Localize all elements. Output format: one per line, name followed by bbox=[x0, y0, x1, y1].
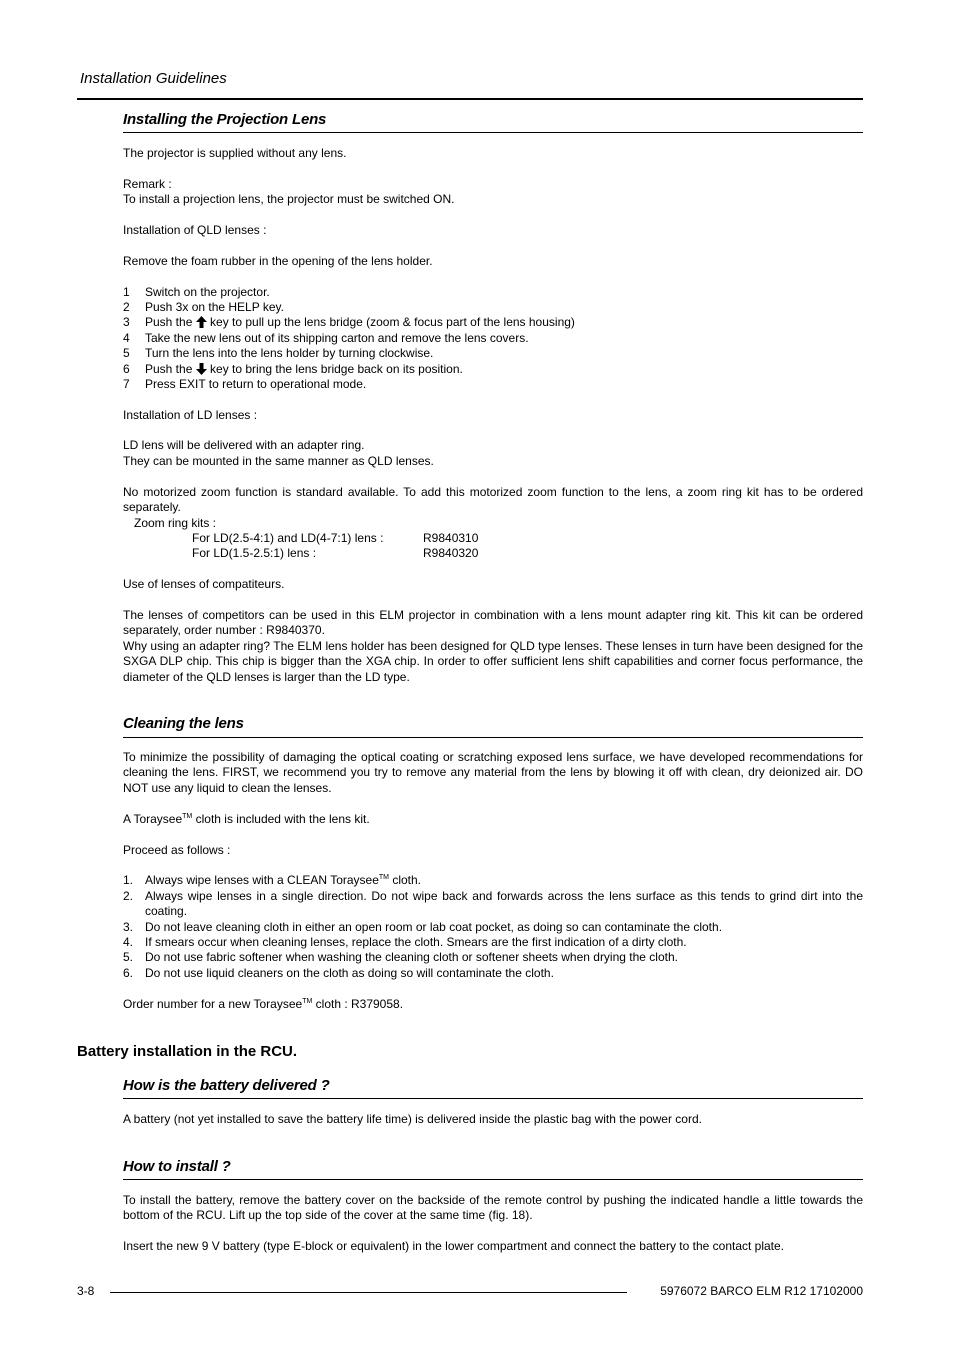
cleaning-intro: To minimize the possibility of damaging the optical coating or scratching exposed lens surface, we have developed recommendations for cleaning the lens. FIRST, we recommend you try to remove any material from the lens by blowing it off with clean, dry deionized air. DO NOT use any liquid to clean the lenses. bbox=[123, 750, 863, 795]
ld-line-2: They can be mounted in the same manner as QLD lenses. bbox=[123, 454, 434, 468]
install-paragraph-2: Insert the new 9 V battery (type E-block or equivalent) in the lower compartment and connect the battery to the contact plate. bbox=[123, 1239, 785, 1253]
list-text: If smears occur when cleaning lenses, replace the cloth. Smears are the first indication of a dirty cloth. bbox=[145, 935, 687, 949]
list-number: 1. bbox=[123, 873, 134, 887]
order-post: cloth : R379058. bbox=[312, 997, 404, 1011]
section-title-cleaning: Cleaning the lens bbox=[123, 715, 244, 732]
ld-label: Installation of LD lenses : bbox=[123, 408, 258, 422]
chapter-title-battery: Battery installation in the RCU. bbox=[77, 1043, 298, 1060]
list-number: 4. bbox=[123, 935, 134, 949]
list-number: 3. bbox=[123, 920, 134, 934]
list-text bbox=[145, 362, 863, 377]
document-reference: 5976072 BARCO ELM R12 17102000 bbox=[660, 1284, 863, 1298]
list-number: 3 bbox=[123, 315, 130, 329]
list-text: Turn the lens into the lens holder by turning clockwise. bbox=[145, 346, 434, 360]
section-title-how-to-install: How to install ? bbox=[123, 1158, 231, 1175]
section-rule bbox=[123, 1098, 863, 1099]
trademark-mark: TM bbox=[378, 874, 389, 881]
qld-foam-text: Remove the foam rubber in the opening of the lens holder. bbox=[123, 254, 433, 268]
remark-label: Remark : bbox=[123, 177, 172, 191]
running-header: Installation Guidelines bbox=[80, 70, 227, 87]
qld-label: Installation of QLD lenses : bbox=[123, 223, 267, 237]
section-rule bbox=[123, 1179, 863, 1180]
list-text: Always wipe lenses in a single direction. Do not wipe back and forwards across the lens surface as this tends to grind dirt into the coating. bbox=[145, 889, 863, 919]
section-rule bbox=[123, 737, 863, 738]
list-number: 4 bbox=[123, 331, 130, 345]
order-pre: Order number for a new Toraysee bbox=[123, 997, 303, 1011]
toraysee-pre: A Toraysee bbox=[123, 812, 183, 826]
step-text-post: key to bring the lens bridge back on its position. bbox=[206, 362, 463, 376]
step-text-pre: Push the bbox=[145, 362, 196, 376]
list-text: Do not use liquid cleaners on the cloth as doing so will contaminate the cloth. bbox=[145, 966, 554, 980]
compat-label: Use of lenses of compatiteurs. bbox=[123, 577, 285, 591]
step-text-pre: Always wipe lenses with a CLEAN Toraysee bbox=[145, 873, 379, 887]
list-text: Do not use fabric softener when washing the cleaning cloth or softener sheets when drying the cloth. bbox=[145, 950, 678, 964]
list-number: 7 bbox=[123, 377, 130, 391]
lens-intro: The projector is supplied without any lens. bbox=[123, 146, 347, 160]
list-number: 6. bbox=[123, 966, 134, 980]
list-text: Take the new lens out of its shipping carton and remove the lens covers. bbox=[145, 331, 529, 345]
step-text-pre: Push the bbox=[145, 315, 196, 329]
page-number: 3-8 bbox=[77, 1284, 95, 1298]
battery-delivered-text: A battery (not yet installed to save the battery life time) is delivered inside the plastic bag with the power cord. bbox=[123, 1112, 702, 1126]
list-number: 5. bbox=[123, 950, 134, 964]
kit-code: R9840320 bbox=[423, 546, 479, 560]
compat-paragraph-1: The lenses of competitors can be used in this ELM projector in combination with a lens mount adapter ring kit. This kit can be ordered separately, order number : R9840370. bbox=[123, 608, 863, 638]
trademark-mark: TM bbox=[182, 813, 193, 820]
trademark-mark: TM bbox=[302, 998, 313, 1005]
list-text: Do not leave cleaning cloth in either an open room or lab coat pocket, as doing so can contaminate the cloth. bbox=[145, 920, 723, 934]
list-text bbox=[145, 873, 863, 888]
arrow-down-icon bbox=[196, 363, 207, 375]
header-rule bbox=[77, 98, 863, 100]
list-text: Push 3x on the HELP key. bbox=[145, 300, 284, 314]
order-number-line bbox=[123, 997, 863, 1012]
kit-label: For LD(2.5-4:1) and LD(4-7:1) lens : bbox=[192, 531, 384, 545]
arrow-up-icon bbox=[196, 316, 207, 328]
kit-label: For LD(1.5-2.5:1) lens : bbox=[192, 546, 317, 560]
install-paragraph-1: To install the battery, remove the battery cover on the backside of the remote control by pushing the indicated handle a little towards the bottom of the RCU. Lift up the top side of the cover at the same time (fig. 18). bbox=[123, 1193, 863, 1223]
list-number: 5 bbox=[123, 346, 130, 360]
step-text-post: key to pull up the lens bridge (zoom & focus part of the lens housing) bbox=[206, 315, 575, 329]
kit-code: R9840310 bbox=[423, 531, 479, 545]
toraysee-line bbox=[123, 812, 863, 827]
list-number: 1 bbox=[123, 285, 130, 299]
list-text bbox=[145, 315, 863, 330]
compat-paragraph-2: Why using an adapter ring? The ELM lens holder has been designed for QLD type lenses. These lenses in turn have been designed for the SXGA DLP chip. This chip is bigger than the XGA chip. In order to offer sufficient lens shift capabilities and corner focus performance, the diameter of the QLD lenses is larger than the LD type. bbox=[123, 639, 863, 684]
list-text: Switch on the projector. bbox=[145, 285, 270, 299]
section-rule bbox=[123, 132, 863, 133]
list-number: 6 bbox=[123, 362, 130, 376]
list-text: Press EXIT to return to operational mode. bbox=[145, 377, 367, 391]
remark-text: To install a projection lens, the projector must be switched ON. bbox=[123, 192, 455, 206]
proceed-label: Proceed as follows : bbox=[123, 843, 231, 857]
step-text-post: cloth. bbox=[389, 873, 422, 887]
zoom-paragraph: No motorized zoom function is standard available. To add this motorized zoom function to the lens, a zoom ring kit has to be ordered separately. bbox=[123, 485, 863, 515]
section-title-installing-lens: Installing the Projection Lens bbox=[123, 111, 327, 128]
footer-rule bbox=[110, 1292, 627, 1293]
toraysee-post: cloth is included with the lens kit. bbox=[192, 812, 370, 826]
zoom-kits-label: Zoom ring kits : bbox=[134, 516, 217, 530]
list-number: 2. bbox=[123, 889, 134, 903]
section-title-battery-delivered: How is the battery delivered ? bbox=[123, 1077, 330, 1094]
list-number: 2 bbox=[123, 300, 130, 314]
ld-line-1: LD lens will be delivered with an adapter ring. bbox=[123, 438, 365, 452]
